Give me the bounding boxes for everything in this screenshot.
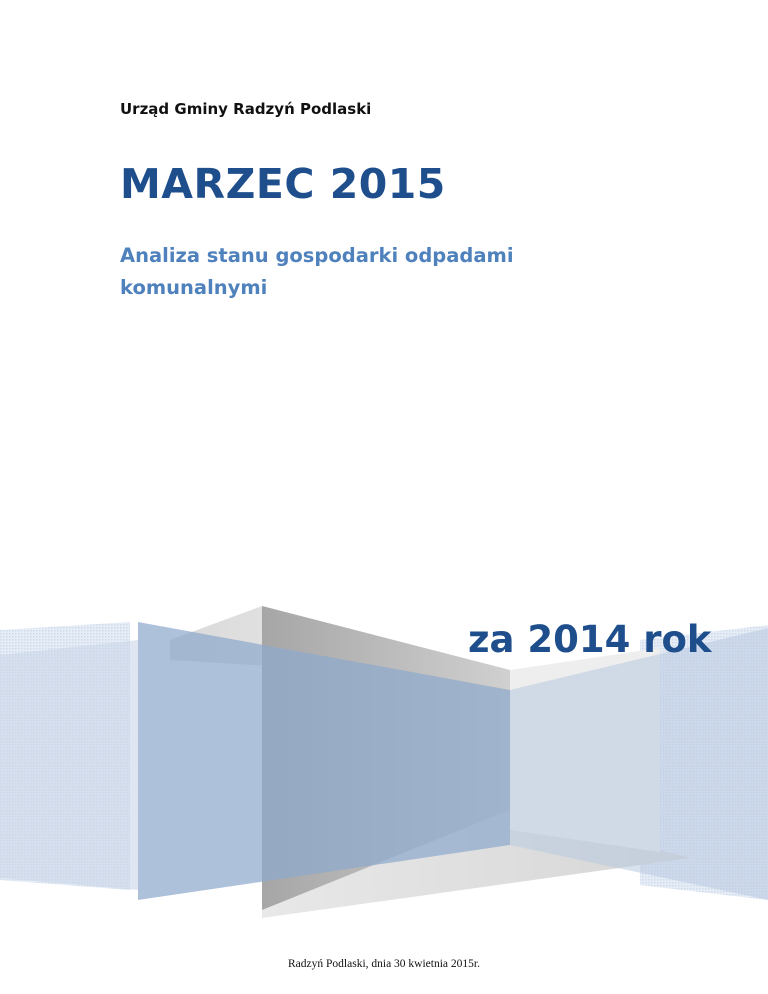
organization-name: Urząd Gminy Radzyń Podlaski xyxy=(120,100,372,118)
document-subtitle: Analiza stanu gospodarki odpadami komunalnymi xyxy=(120,244,514,299)
document-title: MARZEC 2015 xyxy=(120,160,446,208)
blue-stripe-left xyxy=(0,640,138,890)
report-year-label: za 2014 rok xyxy=(468,618,712,661)
footer-date-place: Radzyń Podlaski, dnia 30 kwietnia 2015r. xyxy=(288,958,480,970)
